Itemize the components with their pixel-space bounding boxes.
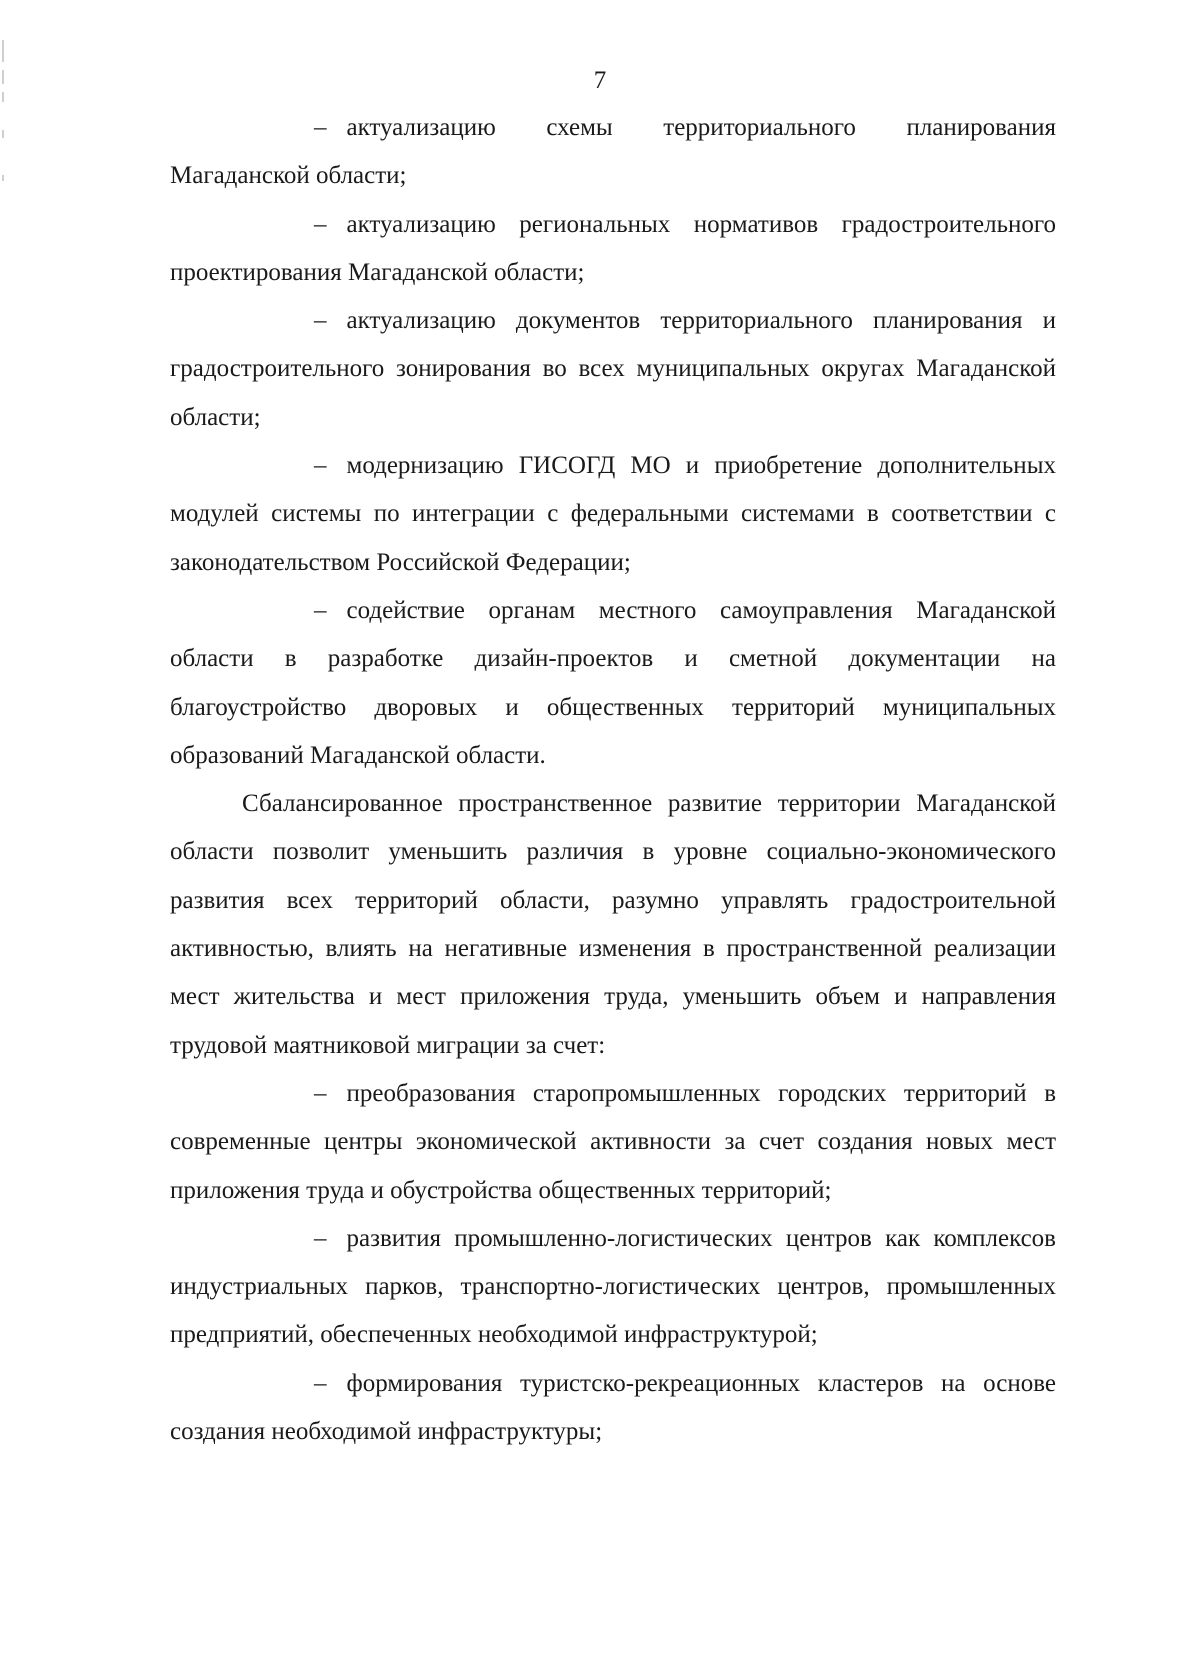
- paragraph-8: [170, 1215, 1056, 1360]
- paragraph-text: Сбалансированное пространственное развитие территории Магаданской области позволит уменьшить различия в уровне социально-экономического развития всех территорий области, разумно управлять градостроительной активностью, влиять на негативные изменения в пространственной реализации мест жительства и мест приложения труда, уменьшить объем и направления трудовой маятниковой миграции за счет:: [170, 790, 1056, 1059]
- paragraph-9: [170, 1360, 1056, 1457]
- list-dash: –: [314, 210, 327, 238]
- paragraph-text: актуализацию документов территориального планирования и градостроительного зонирования во всех муниципальных округах Магаданской области;: [170, 307, 1056, 431]
- paragraph-text: модернизацию ГИСОГД МО и приобретение дополнительных модулей системы по интеграции с федеральными системами в соответствии с законодательством Российской Федерации;: [170, 452, 1056, 576]
- list-dash: –: [314, 1224, 327, 1252]
- paragraph-text: формирования туристско-рекреационных кластеров на основе создания необходимой инфраструктуры;: [170, 1369, 1056, 1446]
- paragraph-text: актуализацию схемы территориального планирования Магаданской области;: [170, 114, 1056, 190]
- paragraph-2: [170, 201, 1056, 298]
- paragraph-1: [170, 104, 1056, 201]
- page-number: 7: [593, 67, 607, 94]
- paragraph-text: актуализацию региональных нормативов градостроительного проектирования Магаданской области;: [170, 210, 1056, 286]
- paragraph-3: [170, 297, 1056, 442]
- paragraph-text: преобразования старопромышленных городских территорий в современные центры экономической активности за счет создания новых мест приложения труда и обустройства общественных территорий;: [170, 1079, 1056, 1204]
- list-dash: –: [314, 1079, 327, 1107]
- list-dash: –: [314, 452, 327, 480]
- paragraph-text: содействие органам местного самоуправления Магаданской области в разработке дизайн-проектов и сметной документации на благоустройство дворовых и общественных территорий муниципальных образований Магаданской области.: [170, 596, 1056, 769]
- paragraph-7: [170, 1070, 1056, 1215]
- paragraph-5: [170, 587, 1056, 780]
- list-dash: –: [314, 1369, 327, 1397]
- paragraph-text: развития промышленно-логистических центров как комплексов индустриальных парков, транспортно-логистических центров, промышленных предприятий, обеспеченных необходимой инфраструктурой;: [170, 1224, 1056, 1349]
- list-dash: –: [314, 307, 327, 335]
- list-dash: –: [314, 596, 327, 624]
- list-dash: –: [314, 114, 327, 141]
- paragraph-4: [170, 442, 1056, 587]
- paragraph-6: [170, 780, 1056, 1070]
- body-text: [170, 104, 1056, 1456]
